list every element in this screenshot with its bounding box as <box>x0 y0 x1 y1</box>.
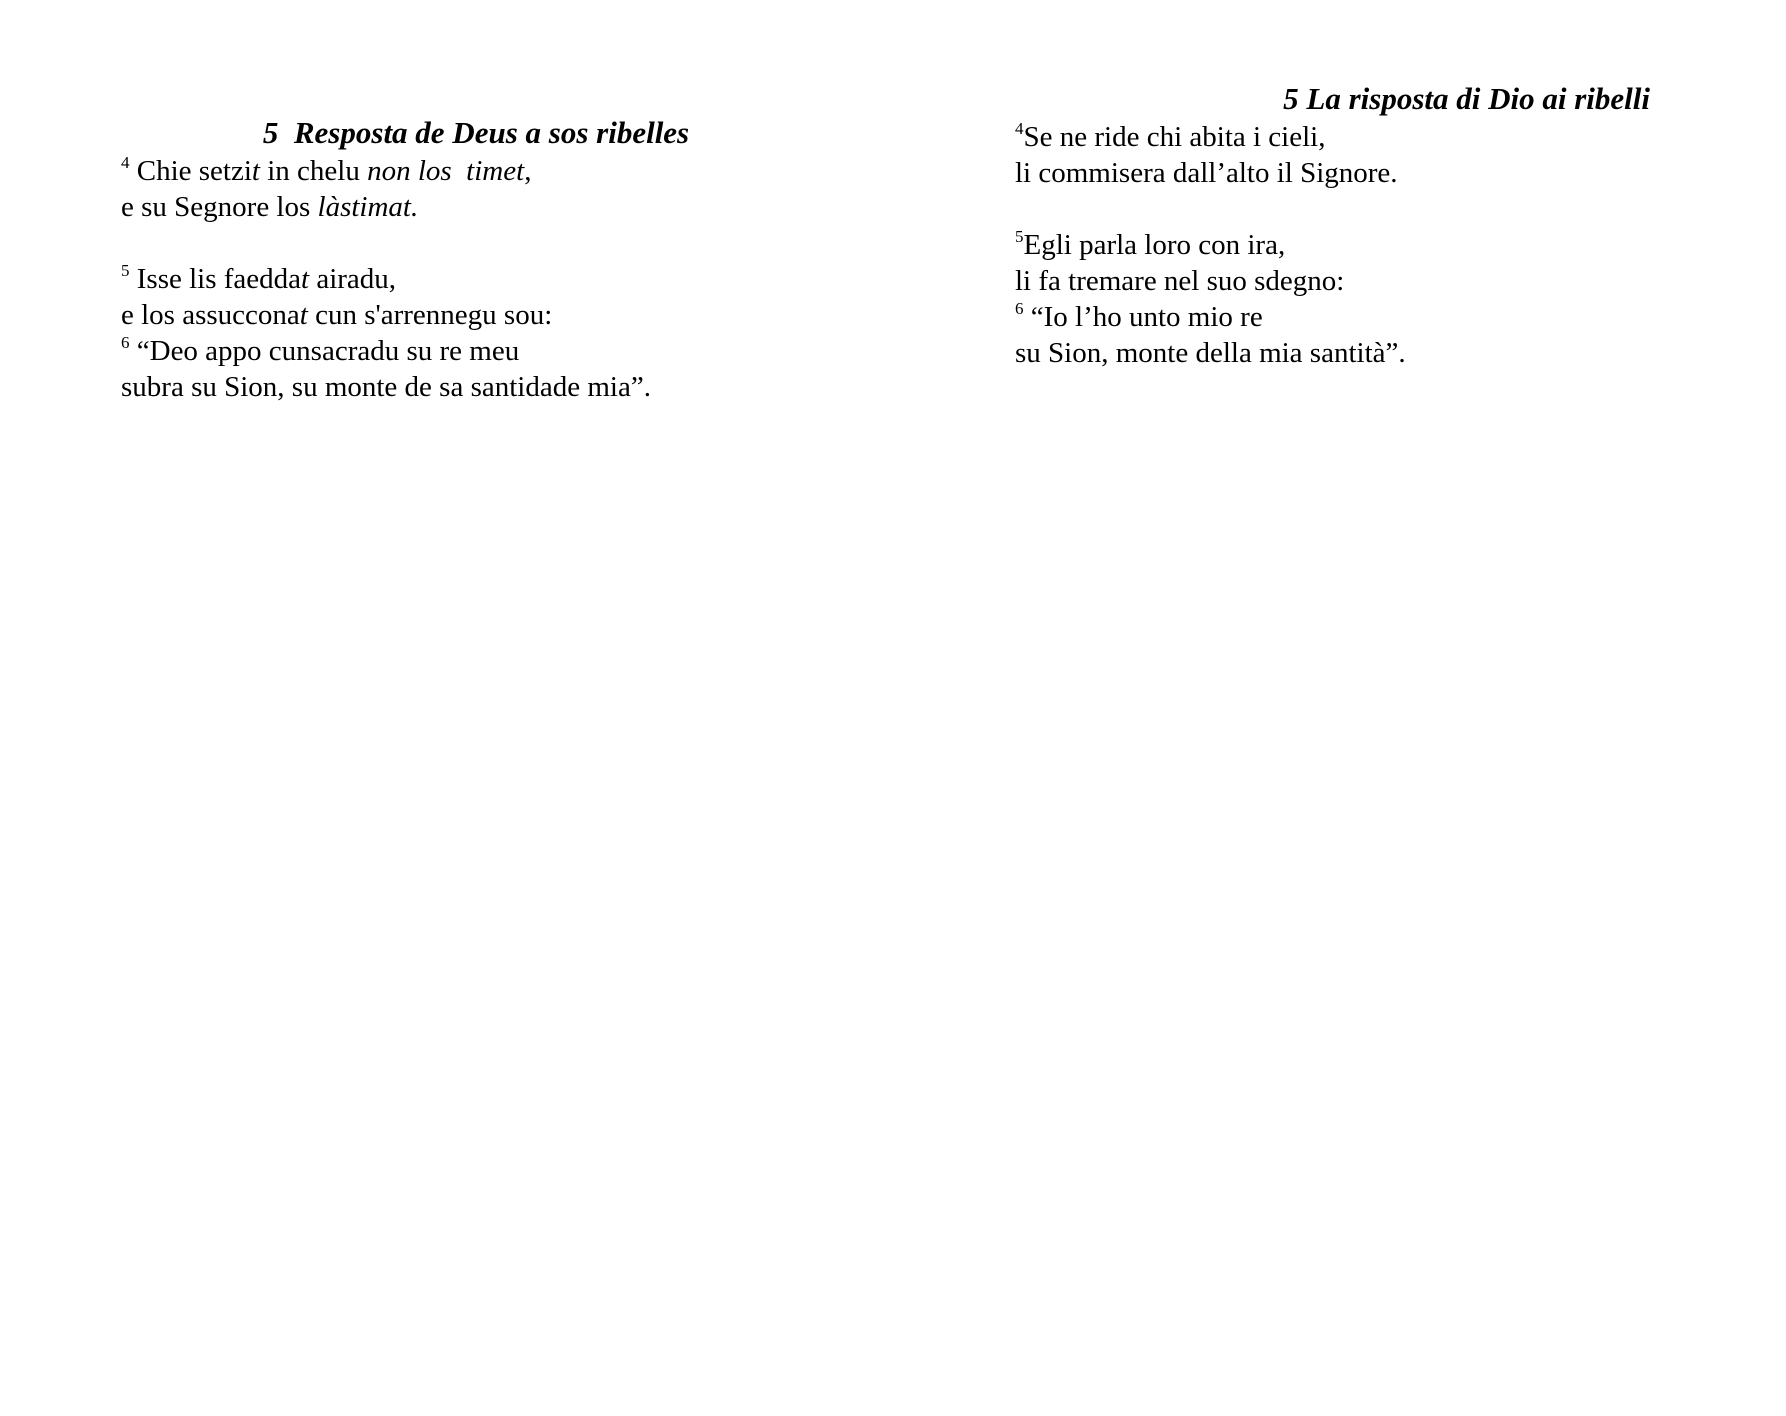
verse-6-line-1: $^6$ “Io l’ho unto mio re <box>1015 299 1263 333</box>
verse-5-line-1: $^5$ Isse lis faeddat airadu, <box>121 261 397 295</box>
verse-number: 6 <box>121 333 130 352</box>
stanza-break <box>121 225 881 261</box>
sardinian-heading: 5 Resposta de Deus a sos ribelles <box>262 115 690 150</box>
verse-6-line-2: su Sion, monte della mia santità”. <box>1015 337 1406 369</box>
verse-4-line-1: $^4$ Chie setzit in chelu non los timet, <box>121 153 532 187</box>
verse-number: 6 <box>1015 299 1024 318</box>
verse-number: 4 <box>121 153 130 172</box>
verse-number: 5 <box>1015 227 1024 246</box>
italian-column <box>1015 79 1650 371</box>
verse-5-line-2: li fa tremare nel suo sdegno: <box>1015 265 1345 297</box>
verse-4-line-2: e su Segnore los làstimat. <box>121 191 419 223</box>
verse-5-line-2: e los assucconat cun s'arrennegu sou: <box>121 299 553 331</box>
verse-number: 5 <box>121 261 130 280</box>
italian-heading: 5 La risposta di Dio ai ribelli <box>1283 81 1650 116</box>
stanza-break <box>1015 191 1650 227</box>
verse-5-line-1: $^5$Egli parla loro con ira, <box>1015 227 1286 261</box>
verse-6-line-2: subra su Sion, su monte de sa santidade mia”. <box>121 371 651 403</box>
verse-number: 4 <box>1015 119 1024 138</box>
verse-4-line-2: li commisera dall’alto il Signore. <box>1015 157 1398 189</box>
verse-4-line-1: $^4$Se ne ride chi abita i cieli, <box>1015 119 1326 153</box>
verse-6-line-1: $^6$ “Deo appo cunsacradu su re meu <box>121 333 520 367</box>
sardinian-column <box>121 113 881 405</box>
